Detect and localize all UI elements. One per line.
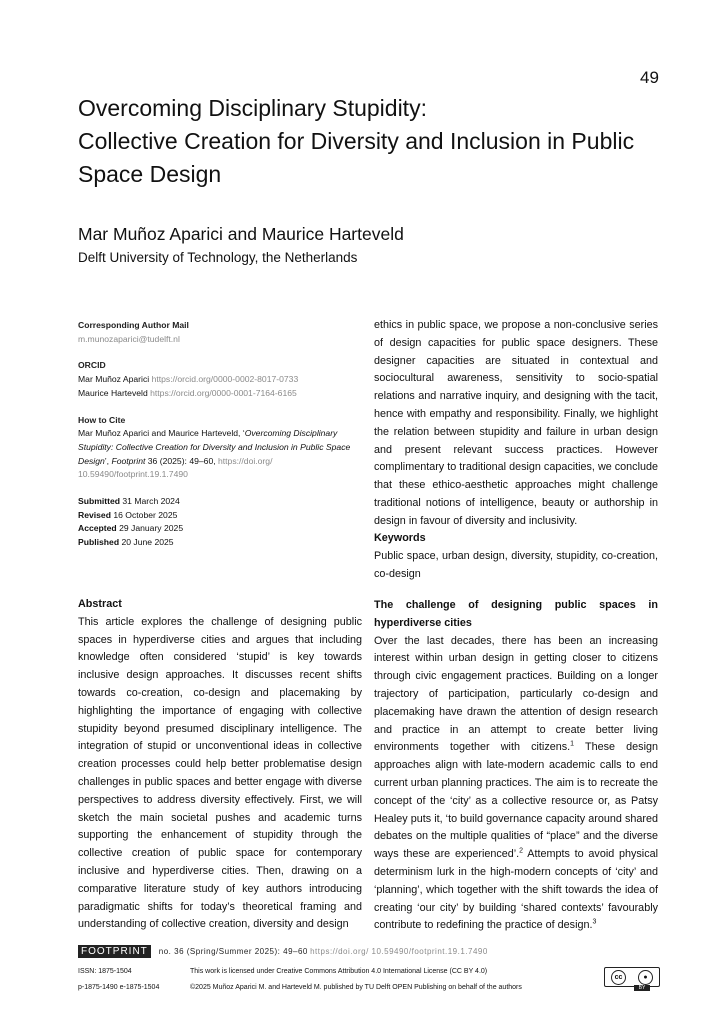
abstract: [78, 596, 362, 934]
corresponding-author-email[interactable]: m.munozaparici@tudelft.nl: [78, 333, 180, 344]
accepted-date: 29 January 2025: [119, 523, 184, 534]
print-issn: p-1875-1490 e-1875-1504: [78, 984, 160, 991]
title-line-3: Space Design: [78, 161, 222, 187]
corresponding-author-heading: Corresponding Author Mail: [78, 320, 189, 330]
footnote-ref-2[interactable]: 2: [519, 847, 524, 855]
article-metadata: [78, 319, 368, 550]
issn: ISSN: 1875-1504: [78, 968, 132, 975]
cc-license-badge[interactable]: [604, 967, 660, 987]
footnote-ref-1[interactable]: 1: [570, 740, 575, 748]
issue-info: no. 36 (Spring/Summer 2025): 49–60: [158, 947, 308, 956]
orcid-author-1: Mar Muñoz Aparici: [78, 374, 150, 385]
authors: Mar Muñoz Aparici and Maurice Harteveld: [78, 224, 404, 244]
page-footer: [78, 945, 698, 958]
orcid-link-1[interactable]: https://orcid.org/0000-0002-8017-0733: [151, 374, 299, 385]
footprint-logo: FOOTPRINT: [78, 945, 151, 958]
page-number: 49: [640, 68, 659, 87]
cc-icon: cc: [611, 970, 626, 985]
orcid-heading: ORCID: [78, 360, 106, 371]
published-date: 20 June 2025: [121, 537, 174, 548]
dates: Submitted 31 March 2024 Revised 16 October 2025 Accepted 29 January 2025 Published 20 June 2025: [78, 496, 184, 548]
submitted-date: 31 March 2024: [122, 496, 180, 507]
section-body: Over the last decades, there has been an increasing interest within urban design in getting closer to citizens through civic engagement practices. Building on a longer trajectory of participation, particularly co-design and placemaking have drawn the attention of design research and practice in an attempt to create better living environments together with citizens.$^1$ These design approaches align with late-modern academic calls to end current urban planning practices. The aim is to recreate the concept of the ‘city’ as a collective resource or, as Patsy Healey puts it, ‘to build governance capacity around shared debates on the multiple qualities of “place” and the diverse ways these are experienced’.$^2$ Attempts to avoid physical determinism lurk in the high-modern concepts of ‘city’ and ‘planning’, which together with the shift towards the idea of creating ‘our city’ by building ‘shared contexts’ favourably contribute to redefining the practice of design.$^3$: [374, 634, 659, 932]
license-text: This work is licensed under Creative Commons Attribution 4.0 International License (CC BY 4.0): [190, 968, 488, 975]
affiliation: Delft University of Technology, the Netherlands: [78, 250, 358, 265]
footer-doi-link[interactable]: https://doi.org/ 10.59490/footprint.19.1.7490: [310, 947, 488, 956]
article-title: [78, 92, 678, 191]
keywords: [374, 530, 658, 583]
orcid-author-2: Maurice Harteveld: [78, 387, 148, 398]
abstract-text: This article explores the challenge of designing public spaces in hyperdiverse cities and argues that including knowledge often considered ‘stupid’ is key towards inclusive design approaches. It discusses recent shifts towards co-creation, co-design and placemaking by highlighting the importance of engaging with collective stupidity beyond presumed disciplinary intelligence. The integration of stupid or unconventional ideas in collective creation processes could help better problematise design challenges in public spaces and better engage with diverse perspectives to address diversity effectively. First, we will sketch the main societal pushes and academic turns supporting the enhancement of stupidity through the collective creation of public space for contemporary inclusive and hyperdiverse cities. Then, drawing on a comparative literature study of key authors introducing paradigmatic shifts for today’s theoretical framing and understanding of collective creation, diversity and design: [78, 615, 362, 931]
citation-doi-link[interactable]: https://doi.org/ 10.59490/footprint.19.1.7490: [78, 455, 273, 480]
abstract-continued: [374, 317, 658, 531]
how-to-cite-heading: How to Cite: [78, 414, 126, 425]
keywords-text: Public space, urban design, diversity, stupidity, co-creation, co-design: [374, 549, 658, 580]
person-icon: ●: [638, 970, 653, 985]
revised-date: 16 October 2025: [113, 509, 178, 520]
citation-text: Mar Muñoz Aparici and Maurice Harteveld, ‘Overcoming Disciplinary Stupidity: Collective Creation for Diversity and Inclusion in Public Space Design’, Footprint 36 (2025): 49–60, https://doi.org/ 10.59490/footprint.19.1.7490: [78, 428, 351, 480]
by-label: BY: [634, 985, 650, 991]
section-intro: [374, 597, 658, 935]
copyright-text: ©2025 Muñoz Aparici M. and Harteveld M. published by TU Delft OPEN Publishing on behalf of the authors: [190, 984, 522, 991]
section-heading: The challenge of designing public spaces in hyperdiverse cities: [374, 599, 658, 629]
title-line-2: Collective Creation for Diversity and Inclusion in Public: [78, 128, 635, 154]
orcid-link-2[interactable]: https://orcid.org/0000-0001-7164-6165: [150, 387, 297, 398]
footnote-ref-3[interactable]: 3: [592, 918, 597, 926]
abstract-heading: Abstract: [78, 598, 122, 610]
keywords-heading: Keywords: [374, 532, 426, 544]
abstract-continuation-text: ethics in public space, we propose a non-conclusive series of design capacities for public space designers. These designer capacities are situated in contextual and sociocultural awareness, sensitivity to socio-spatial relations and narrative inquiry, and designing with the tacit, hence with empathy and responsibility. Finally, we highlight the relation between stupidity and failure in urban design and present relevant success practices. However complimentary to traditional design capacities, we conclude that these ethico-aesthetic approaches might challenge traditional notions of intelligence, beauty or authorship in design in favour of diversity and inclusivity.: [374, 319, 658, 527]
title-line-1: Overcoming Disciplinary Stupidity:: [78, 95, 427, 121]
